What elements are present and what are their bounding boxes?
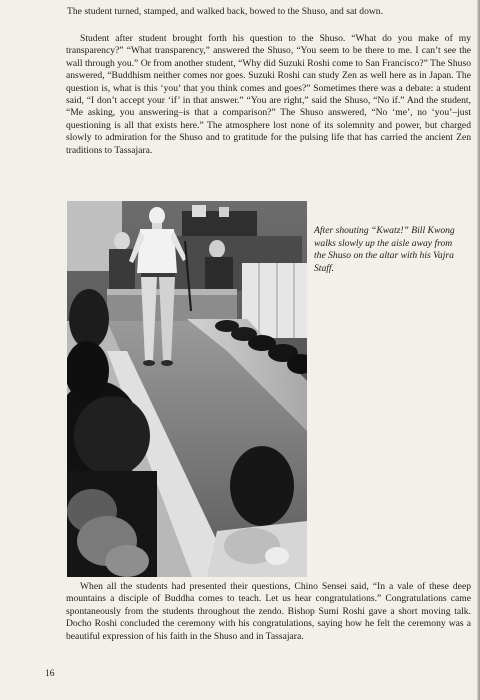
body-paragraph-1: Student after student brought forth his question to the Shuso. “What do you make of my transparency?” “What transparency,” answered the Shuso, “You seem to be there to me. I can’t see the wall through you.” Or from another student, “Why did Suzuki Roshi come to San Francisco?” The Shuso answered, “Buddhism neither comes nor goes. Suzuki Roshi can study Zen as well here as in Japan. The question is, what is this ‘you’ that you think comes and goes?” Sometimes there was a debate: a student said, “I don’t accept your ‘if’ in that answer.” “You are right,” said the Shuso, “No if.” And the student, “Me asking, you answering–is that a comparison?” The Shuso answered, “No ‘me’, no ‘you’–just questioning is all that exists here.” The atmosphere lost none of its solemnity and power, but charged slowly to admiration for the Shuso and to gratitude for the pulsing life that has carried the ancient Zen traditions to Tassajara. <box>66 33 471 156</box>
page-number: 16 <box>45 668 55 679</box>
zendo-photo-illustration <box>67 201 307 577</box>
photo-caption: After shouting “Kwatz!” Bill Kwong walks slowly up the aisle away from the Shuso on the altar with his Vajra Staff. <box>314 225 455 274</box>
zendo-photograph <box>67 201 307 577</box>
opening-line: The student turned, stamped, and walked back, bowed to the Shuso, and sat down. <box>67 6 383 17</box>
body-paragraph-2: When all the students had presented their questions, Chino Sensei said, “In a vale of these deep mountains a disciple of Buddha comes to teach. Let us hear congratulations.” Congratulations came spontaneously from the students throughout the zendo. Bishop Sumi Roshi gave a short moving talk. Docho Roshi concluded the ceremony with his congratulations, saying how he felt the ceremony was a beautiful expression of his faith in the Shuso and in Tassajara. <box>66 581 471 642</box>
